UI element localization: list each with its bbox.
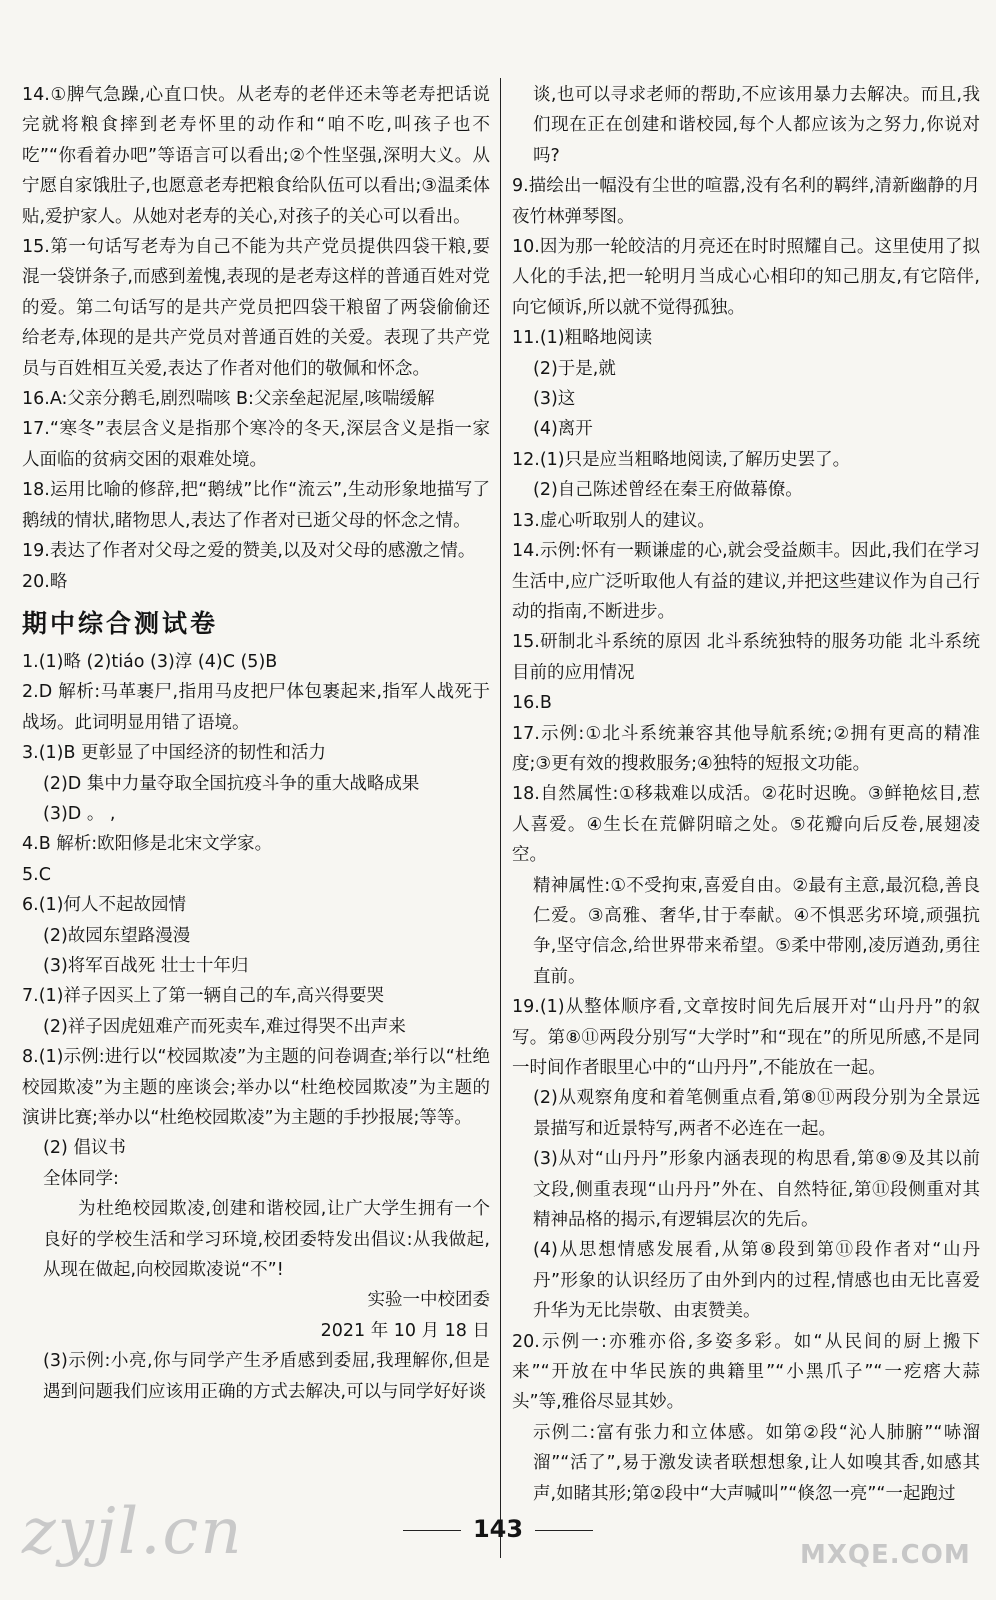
- answer-line: (2)从观察角度和着笔侧重点看,第⑧⑪两段分别为全景远景描写和近景特写,两者不必连在一起。: [533, 1088, 980, 1139]
- answer-line: 2021 年 10 月 18 日: [320, 1320, 490, 1341]
- answer-line: (2)故园东望路漫漫: [43, 925, 191, 946]
- answer-line: (3)这: [533, 389, 576, 410]
- watermark-mxqe: MXQE.COM: [800, 1540, 971, 1570]
- answer-line: 3.(1)B 更彰显了中国经济的韧性和活力: [22, 743, 327, 764]
- answer-line: 全体同学:: [43, 1168, 119, 1189]
- answer-line: (4)从思想情感发展看,从第⑧段到第⑪段作者对“山丹丹”形象的认识经历了由外到内的过程,情感也由无比喜爱升华为无比崇敬、由衷赞美。: [533, 1240, 980, 1322]
- answer-line: 18.运用比喻的修辞,把“鹅绒”比作“流云”,生动形象地描写了鹅绒的情状,睹物思人,表达了作者对已逝父母的怀念之情。: [22, 480, 490, 531]
- answer-line: 6.(1)何人不起故园情: [22, 895, 186, 916]
- answer-line: 10.因为那一轮皎洁的月亮还在时时照耀自己。这里使用了拟人化的手法,把一轮明月当成心心相印的知己朋友,有它陪伴,向它倾诉,所以就不觉得孤独。: [512, 237, 980, 318]
- answer-line: (2)祥子因虎妞难产而死卖车,难过得哭不出声来: [43, 1016, 406, 1037]
- watermark-zyjl: zyjl.cn: [22, 1495, 244, 1569]
- answer-line: 示例二:富有张力和立体感。如第②段“沁人肺腑”“哧溜溜”“活了”,易于激发读者联想想象,让人如嗅其香,如感其声,如睹其形;第②段中“大声喊叫”“倏忽一亮”“一起跑过: [533, 1422, 980, 1504]
- footer-rule-left: [403, 1530, 461, 1531]
- answer-line: (4)离开: [533, 419, 593, 440]
- answer-line: (3)示例:小亮,你与同学产生矛盾感到委屈,我理解你,但是遇到问题我们应该用正确的方式去解决,可以与同学好好谈: [43, 1351, 490, 1402]
- answer-line: 14.示例:怀有一颗谦虚的心,就会受益颇丰。因此,我们在学习生活中,应广泛听取他人有益的建议,并把这些建议作为自己行动的指南,不断进步。: [512, 541, 980, 622]
- answer-line: 精神属性:①不受拘束,喜爱自由。②最有主意,最沉稳,善良仁爱。③高雅、奢华,甘于奉献。④不惧恶劣环境,顽强抗争,坚守信念,给世界带来希望。⑤柔中带刚,凌厉遒劲,勇往直前。: [533, 875, 980, 987]
- right-column: [512, 80, 980, 1509]
- answer-line: (2) 倡议书: [43, 1138, 126, 1159]
- answer-line: 1.(1)略 (2)tiáo (3)淳 (4)C (5)B: [22, 651, 278, 672]
- page-number: 143: [472, 1515, 524, 1543]
- answer-line: 7.(1)祥子因买上了第一辆自己的车,高兴得要哭: [22, 986, 385, 1007]
- answer-line: 11.(1)粗略地阅读: [512, 328, 653, 349]
- answer-line: 19.(1)从整体顺序看,文章按时间先后展开对“山丹丹”的叙写。第⑧⑪两段分别写“大学时”和“现在”的所见所感,不是同一时间作者眼里心中的“山丹丹”,不能放在一起。: [512, 997, 980, 1078]
- answer-line: 15.第一句话写老寿为自己不能为共产党员提供四袋干粮,要混一袋饼条子,而感到羞愧,表现的是老寿这样的普通百姓对党的爱。第二句话写的是共产党员把四袋干粮留了两袋偷偷还给老寿,体现的是共产党员对普通百姓的关爱。表现了共产党员与百姓相互关爱,表达了作者对他们的敬佩和怀念。: [22, 237, 490, 379]
- answer-line: 19.表达了作者对父母之爱的赞美,以及对父母的感激之情。: [22, 541, 476, 562]
- answer-line: 20.示例一:亦雅亦俗,多姿多彩。如“从民间的厨上搬下来”“开放在中华民族的典籍里”“小黑爪子”“一疙瘩大蒜头”等,雅俗尽显其妙。: [512, 1331, 980, 1413]
- answer-line: 13.虚心听取别人的建议。: [512, 510, 715, 531]
- answer-line: 5.C: [22, 864, 51, 885]
- section-title: 期中综合测试卷: [22, 608, 219, 638]
- answer-line: 12.(1)只是应当粗略地阅读,了解历史罢了。: [512, 449, 851, 470]
- answer-line: 20.略: [22, 571, 68, 592]
- answer-line: 为杜绝校园欺凌,创建和谐校园,让广大学生拥有一个良好的学校生活和学习环境,校团委特发出倡议:从我做起,从现在做起,向校园欺凌说“不”!: [43, 1199, 490, 1281]
- answer-line: 2.D 解析:马革裹尸,指用马皮把尸体包裹起来,指军人战死于战场。此词明显用错了语境。: [22, 682, 490, 733]
- answer-line: (3)从对“山丹丹”形象内涵表现的构思看,第⑧⑨及其以前文段,侧重表现“山丹丹”外在、自然特征,第⑪段侧重对其精神品格的揭示,有逻辑层次的先后。: [533, 1149, 980, 1231]
- answer-line: (2)自己陈述曾经在秦王府做幕僚。: [533, 480, 803, 501]
- answer-line: (2)于是,就: [533, 358, 616, 379]
- answer-line: 实验一中校团委: [367, 1290, 490, 1311]
- answer-line: 9.描绘出一幅没有尘世的喧嚣,没有名利的羁绊,清新幽静的月夜竹林弹琴图。: [512, 176, 980, 227]
- answer-line: 14.①脾气急躁,心直口快。从老寿的老伴还未等老寿把话说完就将粮食摔到老寿怀里的动作和“咱不吃,叫孩子也不吃”“你看着办吧”等语言可以看出;②个性坚强,深明大义。从宁愿自家饿肚子,也愿意老寿把粮食给队伍可以看出;③温柔体贴,爱护家人。从她对老寿的关心,对孩子的关心可以看出。: [22, 85, 490, 227]
- column-divider: [500, 78, 501, 1558]
- answer-line: 15.研制北斗系统的原因 北斗系统独特的服务功能 北斗系统目前的应用情况: [512, 632, 980, 683]
- answer-line: 18.自然属性:①移栽难以成活。②花时迟晚。③鲜艳炫目,惹人喜爱。④生长在荒僻阴暗之处。⑤花瓣向后反卷,展翅凌空。: [512, 784, 980, 866]
- answer-line: 17.示例:①北斗系统兼容其他导航系统;②拥有更高的精准度;③更有效的搜救服务;④独特的短报文功能。: [512, 723, 980, 774]
- answer-line: 谈,也可以寻求老师的帮助,不应该用暴力去解决。而且,我们现在正在创建和谐校园,每个人都应该为之努力,你说对吗?: [533, 85, 980, 166]
- answer-line: 17.“寒冬”表层含义是指那个寒冷的冬天,深层含义是指一家人面临的贫病交困的艰难处境。: [22, 419, 490, 470]
- answer-line: (3)将军百战死 壮士十年归: [43, 955, 249, 976]
- answer-line: 8.(1)示例:进行以“校园欺凌”为主题的问卷调查;举行以“杜绝校园欺凌”为主题的座谈会;举办以“杜绝校园欺凌”为主题的演讲比赛;举办以“杜绝校园欺凌”为主题的手抄报展;等等。: [22, 1047, 490, 1128]
- answer-line: 4.B 解析:欧阳修是北宋文学家。: [22, 834, 273, 855]
- answer-line: (2)D 集中力量夺取全国抗疫斗争的重大战略成果: [43, 773, 420, 794]
- answer-line: 16.B: [512, 693, 552, 714]
- answer-line: (3)D 。 ,: [43, 803, 116, 824]
- answer-line: 16.A:父亲分鹅毛,剧烈喘咳 B:父亲垒起泥屋,咳喘缓解: [22, 389, 435, 410]
- left-column: [22, 80, 490, 1407]
- footer-rule-right: [535, 1530, 593, 1531]
